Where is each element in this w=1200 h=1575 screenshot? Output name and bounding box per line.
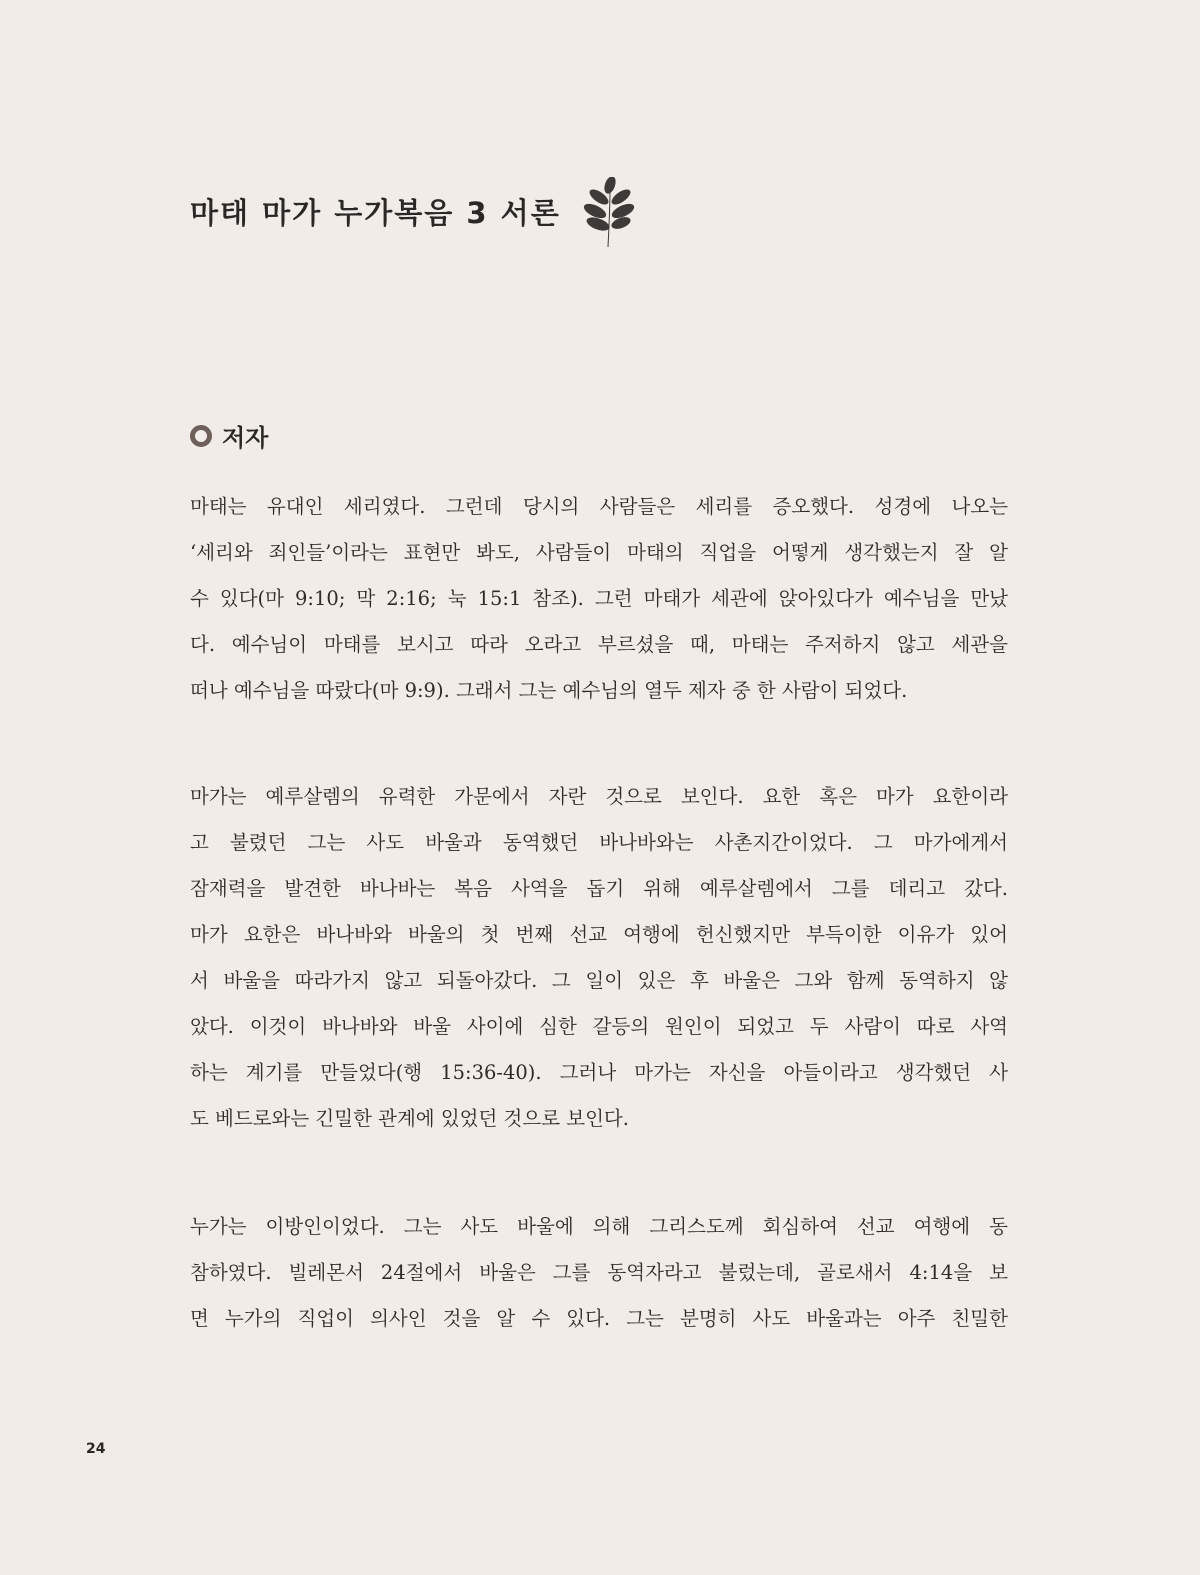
paragraph-line: 하는 계기를 만들었다(행 15:36-40). 그러나 마가는 자신을 아들이라고 생각했던 사 bbox=[190, 1061, 1008, 1084]
paragraph-line: 마가 요한은 바나바와 바울의 첫 번째 선교 여행에 헌신했지만 부득이한 이유가 있어 bbox=[190, 923, 1008, 946]
paragraph-line: 수 있다(마 9:10; 막 2:16; 눅 15:1 참조). 그런 마태가 세관에 앉아있다가 예수님을 만났 bbox=[190, 587, 1008, 610]
section-heading bbox=[190, 418, 268, 453]
paragraph-line: 마태는 유대인 세리였다. 그런데 당시의 사람들은 세리를 증오했다. 성경에 나오는 bbox=[190, 495, 1008, 518]
paragraph-mark bbox=[190, 774, 1008, 1142]
paragraph-luke bbox=[190, 1204, 1008, 1342]
page-number: 24 bbox=[86, 1441, 106, 1457]
paragraph-line: 고 불렸던 그는 사도 바울과 동역했던 바나바와는 사촌지간이었다. 그 마가에게서 bbox=[190, 831, 1008, 854]
circle-bullet-icon bbox=[190, 425, 212, 447]
paragraph-line: 도 베드로와는 긴밀한 관계에 있었던 것으로 보인다. bbox=[190, 1107, 629, 1130]
leaf-sprig-icon bbox=[579, 177, 639, 249]
paragraph-matthew bbox=[190, 484, 1008, 714]
paragraph-line: 서 바울을 따라가지 않고 되돌아갔다. 그 일이 있은 후 바울은 그와 함께 동역하지 않 bbox=[190, 969, 1008, 992]
paragraph-line: 마가는 예루살렘의 유력한 가문에서 자란 것으로 보인다. 요한 혹은 마가 요한이라 bbox=[190, 785, 1008, 808]
chapter-title-text: 마태 마가 누가복음 3 서론 bbox=[190, 195, 561, 230]
paragraph-line: 떠나 예수님을 따랐다(마 9:9). 그래서 그는 예수님의 열두 제자 중 한 사람이 되었다. bbox=[190, 679, 908, 702]
paragraph-line: 누가는 이방인이었다. 그는 사도 바울에 의해 그리스도께 회심하여 선교 여행에 동 bbox=[190, 1215, 1008, 1238]
paragraph-line: 면 누가의 직업이 의사인 것을 알 수 있다. 그는 분명히 사도 바울과는 아주 친밀한 bbox=[190, 1307, 1008, 1330]
chapter-title bbox=[190, 176, 639, 246]
paragraph-line: 다. 예수님이 마태를 보시고 따라 오라고 부르셨을 때, 마태는 주저하지 않고 세관을 bbox=[190, 633, 1008, 656]
paragraph-line: 았다. 이것이 바나바와 바울 사이에 심한 갈등의 원인이 되었고 두 사람이 따로 사역 bbox=[190, 1015, 1008, 1038]
paragraph-line: 참하였다. 빌레몬서 24절에서 바울은 그를 동역자라고 불렀는데, 골로새서 4:14을 보 bbox=[190, 1261, 1008, 1284]
paragraph-line: ‘세리와 죄인들’이라는 표현만 봐도, 사람들이 마태의 직업을 어떻게 생각했는지 잘 알 bbox=[190, 541, 1008, 564]
paragraph-line: 잠재력을 발견한 바나바는 복음 사역을 돕기 위해 예루살렘에서 그를 데리고 갔다. bbox=[190, 877, 1008, 900]
section-heading-text: 저자 bbox=[222, 424, 269, 452]
